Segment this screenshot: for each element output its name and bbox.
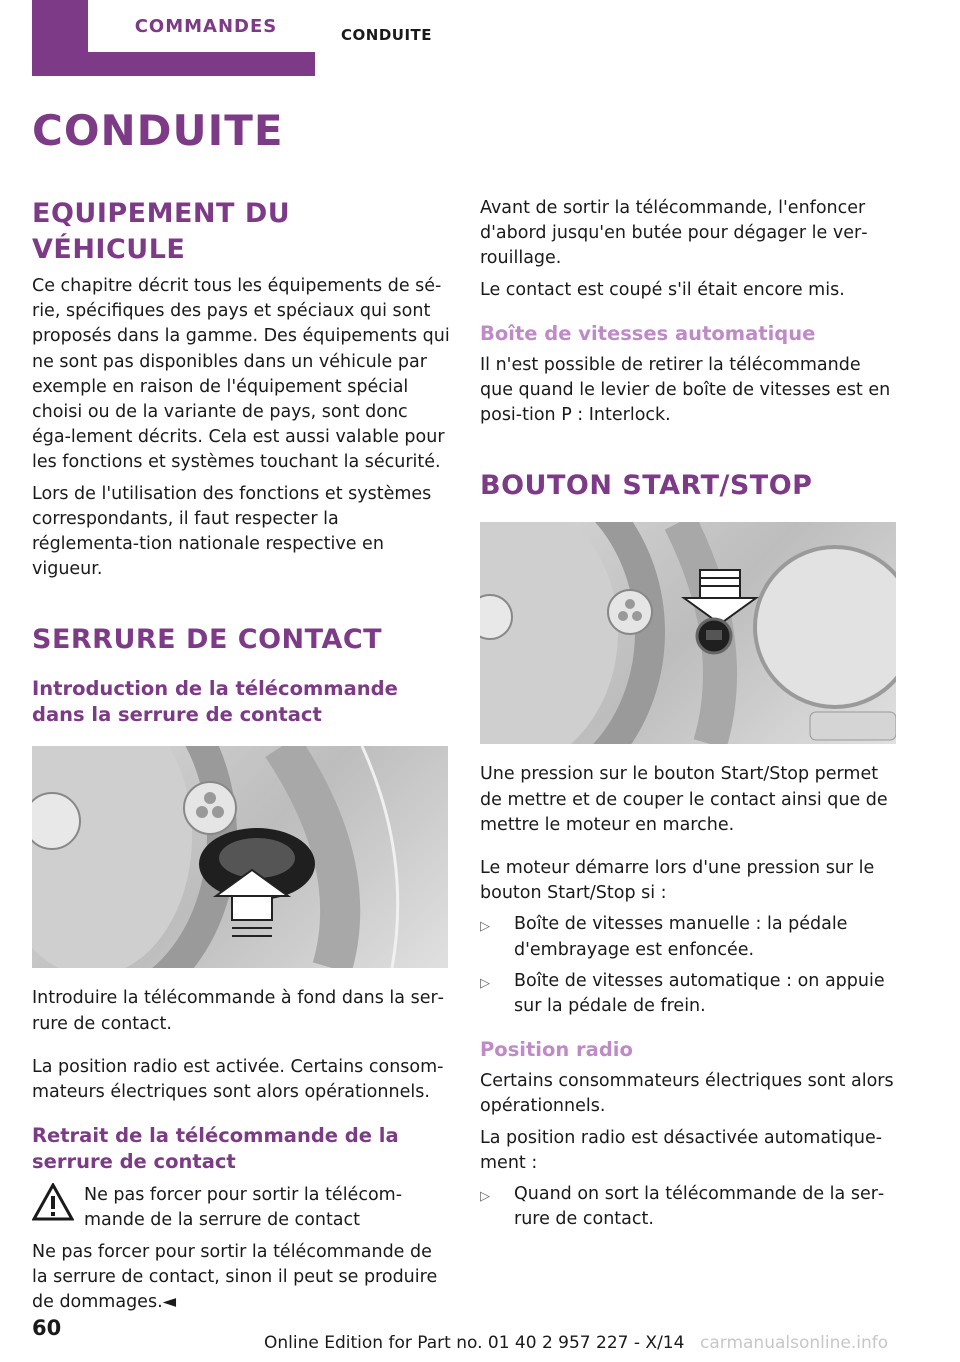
paragraph-moteur: Le moteur démarre lors d'une pression sur le bouton Start/Stop si : (480, 858, 875, 904)
steering-wheel-illustration (32, 746, 448, 968)
footer-edition: Online Edition for Part no. 01 40 2 957 227 - X/14 (264, 1333, 685, 1353)
paragraph-equipement-1: Ce chapitre décrit tous les équipements de sé‐rie, spécifiques des pays et spéciaux qui sont proposés dans la gamme. Des équipements qui ne sont pas disponibles dans un véhicule par exemple en raison de l'équipement spécial choisi ou de la variante de pays, sont donc éga‐lement décrits. Cela est aussi valable pour les fonctions et systèmes touchant la sécurité. (32, 276, 450, 473)
warning-triangle-icon (32, 1183, 74, 1221)
paragraph-position-1: Certains consommateurs électriques sont alors opérationnels. (480, 1071, 894, 1117)
heading-boite-auto: Boîte de vitesses automatique (480, 321, 816, 345)
watermark: carmanualsonline.info (700, 1333, 889, 1353)
heading-introduction: Introduction de la télécommande dans la serrure de contact (32, 677, 398, 727)
page-title: CONDUITE (32, 106, 284, 155)
start-stop-illustration (480, 522, 896, 744)
page-number: 60 (32, 1316, 62, 1340)
heading-position-radio: Position radio (480, 1038, 633, 1062)
section-tab-label-box (88, 0, 324, 52)
paragraph-pression: Une pression sur le bouton Start/Stop permet de mettre et de couper le contact ainsi que de mettre le moteur en marche. (480, 764, 888, 835)
bullet-triangle-icon: ▷ (480, 975, 490, 991)
list-item: ▷ Quand on sort la télécommande de la ser‐rure de contact. (480, 1182, 898, 1232)
right-column (480, 196, 898, 1232)
heading-equipement: EQUIPEMENT DU VÉHICULE (32, 198, 291, 265)
list-item: ▷ Boîte de vitesses manuelle : la pédale d'embrayage est enfoncée. (480, 912, 898, 962)
paragraph-position-2: La position radio est désactivée automatique‐ment : (480, 1127, 883, 1173)
ignition-lock-photo (32, 746, 448, 968)
warning-text: Ne pas forcer pour sortir la télécom‐mande de la serrure de contact (84, 1185, 403, 1231)
paragraph-retrait: Ne pas forcer pour sortir la télécommande de la serrure de contact, sinon il peut se produire de dommages.◄ (32, 1241, 438, 1313)
paragraph-equipement-2: Lors de l'utilisation des fonctions et systèmes correspondants, il faut respecter la réglementa‐tion nationale respective en vigueur. (32, 483, 432, 580)
paragraph-boite-auto: Il n'est possible de retirer la télécommande que quand le levier de boîte de vitesses est en posi‐tion P : Interlock. (480, 354, 891, 426)
list-item: ▷ Boîte de vitesses automatique : on appuie sur la pédale de frein. (480, 969, 898, 1019)
bullet-triangle-icon: ▷ (480, 919, 490, 935)
start-stop-photo (480, 522, 896, 744)
heading-serrure: SERRURE DE CONTACT (32, 624, 383, 656)
warning-block (32, 1183, 450, 1233)
list-moteur-conditions (480, 912, 898, 1019)
section-tab-label: COMMANDES (134, 15, 278, 37)
paragraph-avant: Avant de sortir la télécommande, l'enfoncer d'abord jusqu'en butée pour dégager le ver‐rouillage. (480, 198, 868, 269)
heading-bouton: BOUTON START/STOP (480, 470, 813, 502)
bullet-triangle-icon: ▷ (480, 1189, 490, 1205)
section-tab (32, 0, 315, 76)
paragraph-coupe: Le contact est coupé s'il était encore mis. (480, 279, 845, 300)
paragraph-intro-1: Introduire la télécommande à fond dans la ser‐rure de contact. (32, 988, 444, 1034)
heading-retrait: Retrait de la télécommande de la serrure de contact (32, 1124, 399, 1174)
list-position-radio (480, 1182, 898, 1232)
paragraph-intro-2: La position radio est activée. Certains consom‐mateurs électriques sont alors opérationnels. (32, 1056, 444, 1103)
current-chapter-label: CONDUITE (341, 26, 433, 44)
left-column (32, 196, 450, 1315)
